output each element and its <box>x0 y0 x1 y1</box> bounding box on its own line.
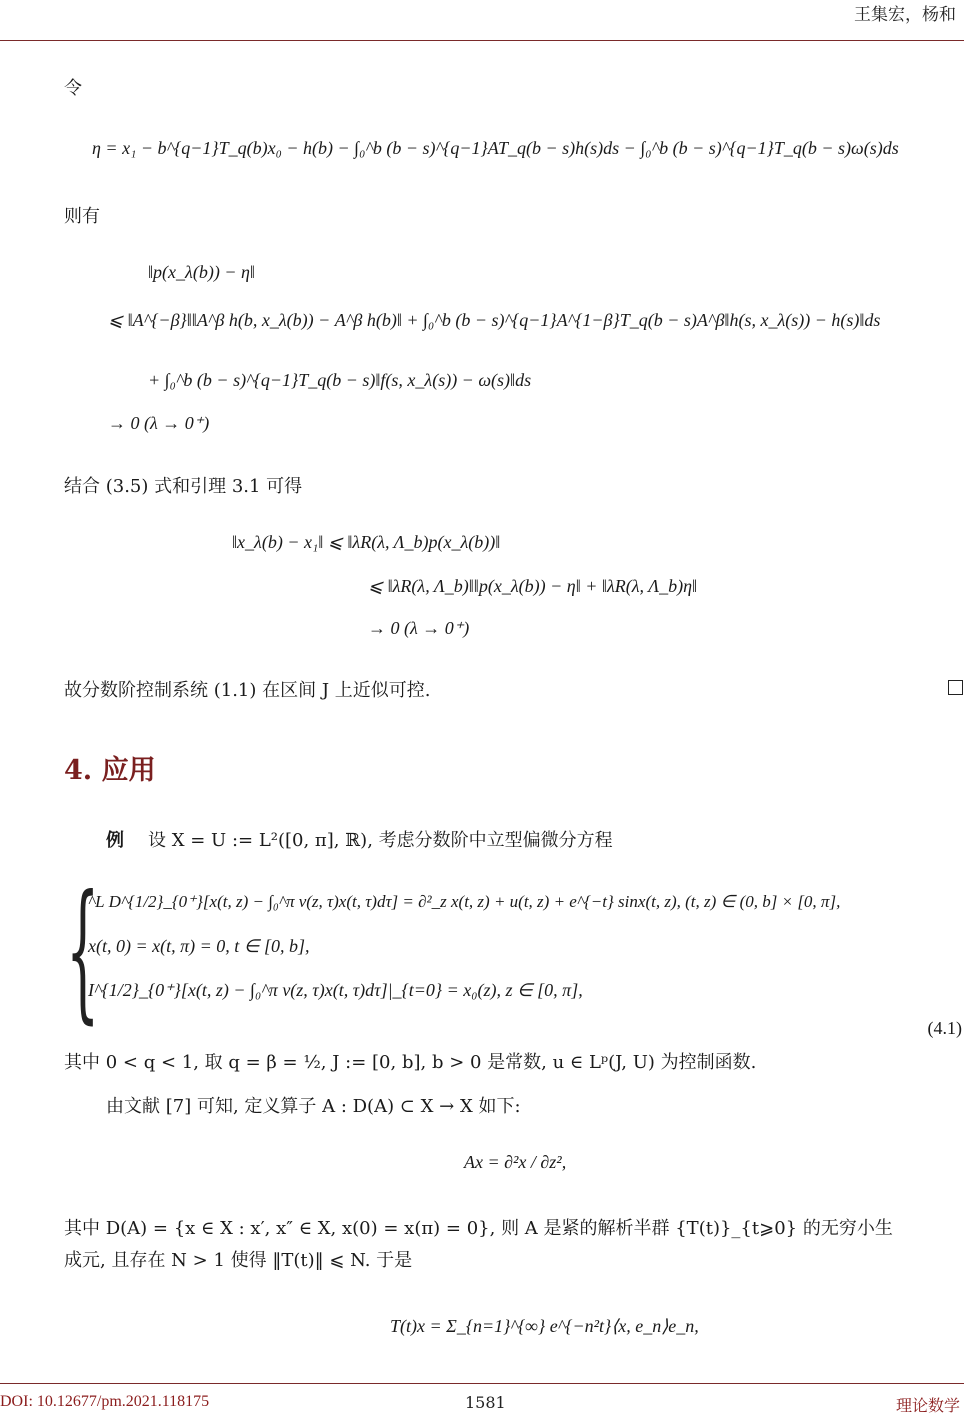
equation-eta: η = x₁ − b^{q−1}T_q(b)x₀ − h(b) − ∫₀^b (b − s)^{q−1}AT_q(b − s)h(s)ds − ∫₀^b (b − s)^{q−1}T_q(b − s)ω(s)ds <box>92 138 899 158</box>
header-rule <box>0 40 964 41</box>
equation-ax: Ax = ∂²x / ∂z², <box>464 1152 567 1172</box>
footer-journal-name: 理论数学 <box>895 1396 960 1415</box>
example-text: 设 X = U := L²([0, π], ℝ), 考虑分数阶中立型偏微分方程 <box>148 830 613 851</box>
inequality-line-4: → 0 (λ → 0⁺) <box>108 413 210 433</box>
inequality-line-1: ‖p(x_λ(b)) − η‖ <box>148 262 255 282</box>
footer-page-number: 1581 <box>465 1393 506 1412</box>
text-where-2-line-1: 其中 D(A) = {x ∈ X : x′, x″ ∈ X, x(0) = x(π) = 0}, 则 A 是紧的解析半群 {T(t)}_{t⩾0} 的无穷小生 <box>64 1218 893 1239</box>
system-equation-1: ^L D^{1/2}_{0⁺}[x(t, z) − ∫₀^π ν(z, τ)x(t, τ)dτ] = ∂²_z x(t, z) + u(t, z) + e^{−t} sinx(t, z), (t, z) ∈ (0, b] × [0, π], <box>88 892 841 911</box>
text-combine: 结合 (3.5) 式和引理 3.1 可得 <box>64 476 303 497</box>
section-heading: 4. 应用 <box>64 755 156 786</box>
estimate-line-3: → 0 (λ → 0⁺) <box>368 618 470 638</box>
equation-semigroup: T(t)x = Σ_{n=1}^{∞} e^{−n²t}⟨x, e_n⟩e_n, <box>390 1316 699 1336</box>
estimate-line-1: ‖x_λ(b) − x₁‖ ⩽ ‖λR(λ, Λ_b)p(x_λ(b))‖ <box>232 532 501 552</box>
text-zeyou: 则有 <box>64 206 100 227</box>
equation-number: (4.1) <box>927 1018 962 1038</box>
system-brace-icon: { <box>66 864 100 1038</box>
running-header-author: 王集宏，杨和 <box>854 5 956 25</box>
footer-rule <box>0 1383 964 1384</box>
inequality-line-2: ⩽ ‖A^{−β}‖‖A^β h(b, x_λ(b)) − A^β h(b)‖ + ∫₀^b (b − s)^{q−1}A^{1−β}T_q(b − s)A^β‖h(s, x_λ(s)) − h(s)‖ds <box>108 310 881 330</box>
system-equation-2: x(t, 0) = x(t, π) = 0, t ∈ [0, b], <box>88 936 310 956</box>
footer-doi-link[interactable]: DOI: 10.12677/pm.2021.118175 <box>0 1393 210 1410</box>
system-equation-3: I^{1/2}_{0⁺}[x(t, z) − ∫₀^π ν(z, τ)x(t, τ)dτ]|_{t=0} = x₀(z), z ∈ [0, π], <box>88 980 583 1000</box>
text-ling: 令 <box>64 78 82 99</box>
example-label: 例 <box>106 830 124 851</box>
estimate-line-2: ⩽ ‖λR(λ, Λ_b)‖‖p(x_λ(b)) − η‖ + ‖λR(λ, Λ_b)η‖ <box>368 576 698 596</box>
text-reference: 由文献 [7] 可知, 定义算子 A : D(A) ⊂ X → X 如下: <box>106 1096 521 1117</box>
qed-square-icon <box>948 680 963 695</box>
inequality-line-3: + ∫₀^b (b − s)^{q−1}T_q(b − s)‖f(s, x_λ(s)) − ω(s)‖ds <box>148 370 532 390</box>
text-conclusion: 故分数阶控制系统 (1.1) 在区间 J 上近似可控. <box>64 680 431 701</box>
text-where-2-line-2: 成元, 且存在 N > 1 使得 ‖T(t)‖ ⩽ N. 于是 <box>64 1250 413 1271</box>
text-where-1: 其中 0 < q < 1, 取 q = β = ½, J := [0, b], b > 0 是常数, u ∈ Lᵖ(J, U) 为控制函数. <box>64 1052 757 1073</box>
